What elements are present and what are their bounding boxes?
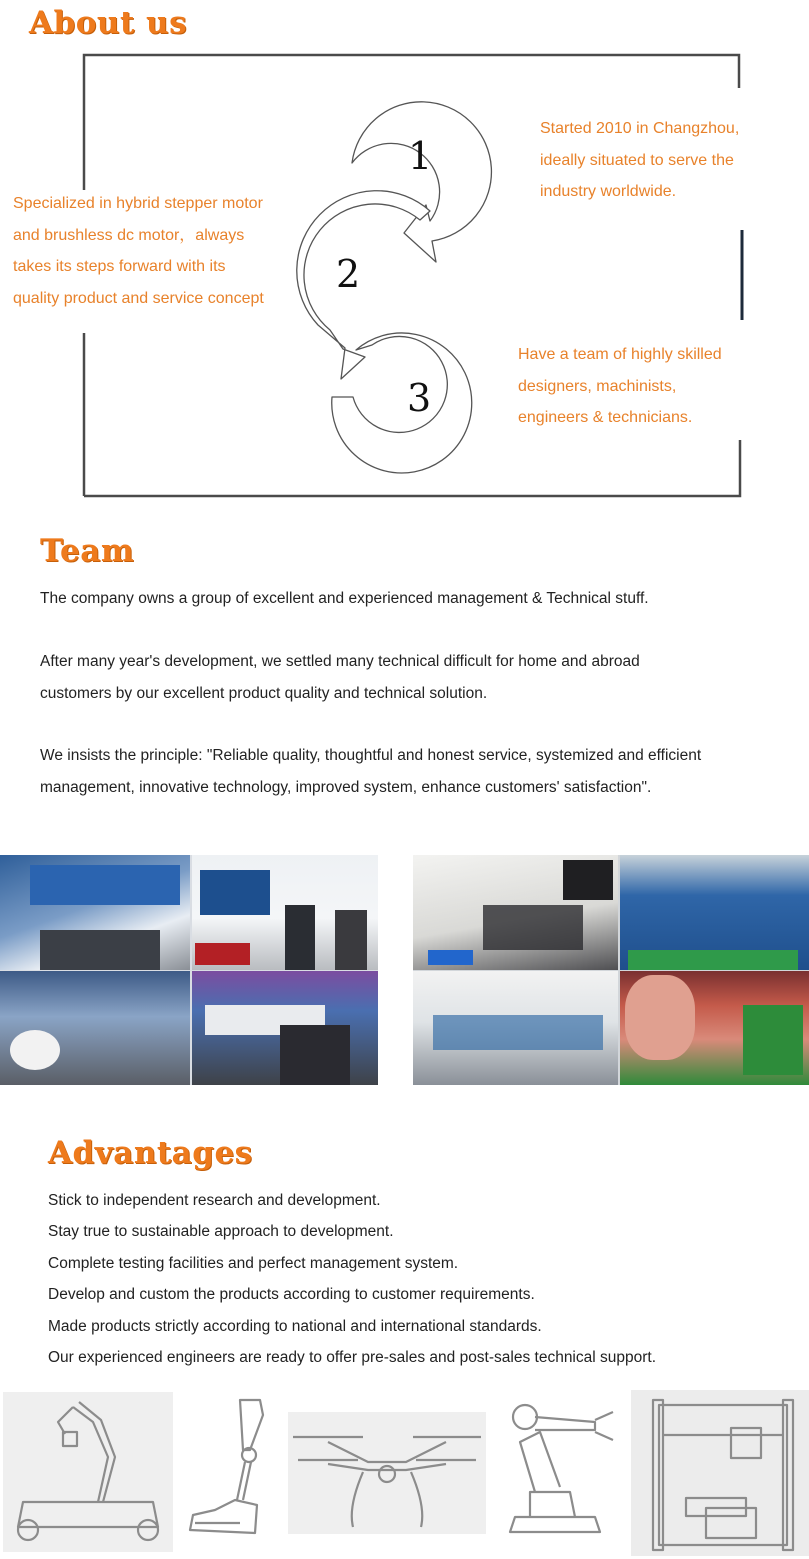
step-2-text [13, 188, 264, 314]
robot-arm-vehicle-icon [3, 1392, 173, 1552]
step-2-line: and brushless dc motor，always [13, 226, 245, 244]
step-number-3: 3 [407, 376, 432, 420]
step-1-line: industry worldwide. [540, 183, 677, 200]
step-1-line: Started 2010 in Changzhou, [540, 120, 740, 137]
team-text-line: customers by our excellent product quality and technical solution. [40, 684, 488, 702]
advantage-item: Complete testing facilities and perfect management system. [48, 1254, 459, 1272]
advantage-item: Made products strictly according to national and international standards. [48, 1317, 542, 1335]
about-title: About us [29, 5, 188, 41]
advantage-item: Stick to independent research and development. [48, 1192, 381, 1209]
prosthetic-leg-icon [185, 1395, 275, 1545]
factory-photo-collage [413, 855, 809, 1085]
step-2-line: takes its steps forward with its [13, 258, 226, 275]
step-3-line: engineers & technicians. [518, 409, 693, 426]
step-2-line: Specialized in hybrid stepper motor [13, 195, 263, 212]
team-text-line: We insists the principle: "Reliable quality, thoughtful and honest service, systemized and efficient [40, 747, 702, 764]
team-paragraph-3 [40, 740, 701, 803]
step-3-line: Have a team of highly skilled [518, 346, 722, 363]
step-1-line: ideally situated to serve the [540, 151, 734, 169]
exhibition-photo-collage [0, 855, 378, 1085]
step-3-line: designers, machinists, [518, 377, 677, 395]
step-2-line: quality product and service concept [13, 289, 264, 307]
team-text-line: management, innovative technology, improved system, enhance customers' satisfaction". [40, 778, 652, 796]
step-3-text [518, 339, 722, 434]
3d-printer-icon [631, 1390, 809, 1556]
team-text-line: After many year's development, we settled many technical difficult for home and abroad [40, 653, 640, 670]
advantage-item: Stay true to sustainable approach to development. [48, 1223, 394, 1241]
drone-icon [288, 1412, 486, 1534]
team-paragraph-1 [40, 583, 649, 615]
step-number-2: 2 [336, 252, 361, 296]
team-paragraph-2 [40, 646, 640, 709]
team-text-line: The company owns a group of excellent and experienced management & Technical stuff. [40, 590, 649, 607]
advantage-item: Develop and custom the products according to customer requirements. [48, 1286, 535, 1304]
advantage-item: Our experienced engineers are ready to offer pre-sales and post-sales technical support. [48, 1349, 657, 1367]
industrial-robot-arm-icon [505, 1402, 620, 1537]
advantages-list [48, 1185, 656, 1373]
advantages-title: Advantages [48, 1135, 253, 1171]
step-number-1: 1 [408, 134, 433, 178]
team-title: Team [40, 533, 135, 569]
step-1-text [540, 113, 739, 208]
